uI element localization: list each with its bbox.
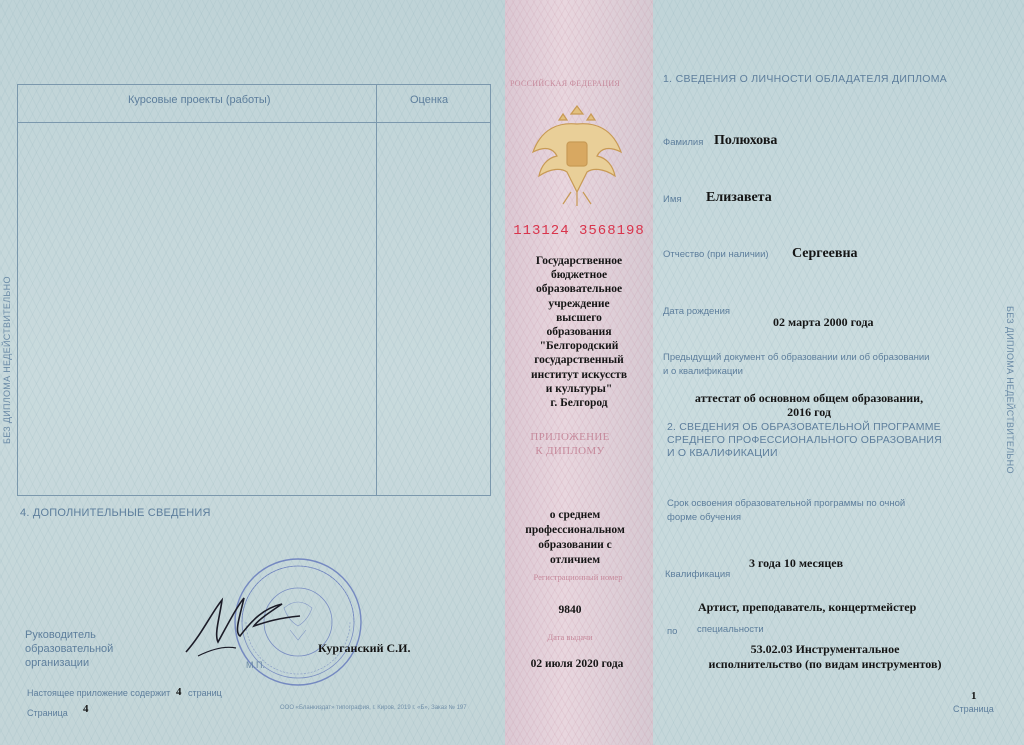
signature <box>178 586 308 666</box>
annex-title: ПРИЛОЖЕНИЕ К ДИПЛОМУ <box>530 431 610 457</box>
side-note-right: БЕЗ ДИПЛОМА НЕДЕЙСТВИТЕЛЬНО <box>1005 306 1015 474</box>
birth-date-label: Дата рождения <box>663 306 731 317</box>
program-info-title: 2. СВЕДЕНИЯ ОБ ОБРАЗОВАТЕЛЬНОЙ ПРОГРАММЕ СРЕДНЕГО ПРОФЕССИОНАЛЬНОГО ОБРАЗОВАНИЯ И О КВАЛИФИКАЦИИ <box>667 421 942 459</box>
personal-info-title: 1. СВЕДЕНИЯ О ЛИЧНОСТИ ОБЛАДАТЕЛЯ ДИПЛОМА <box>663 73 948 85</box>
patronymic-label: Отчество (при наличии) <box>663 249 769 260</box>
pages-count-prefix: Настоящее приложение содержит <box>27 688 171 698</box>
patronymic: Сергеевна <box>792 246 858 261</box>
printer-note: ООО «Бланкиздат» типография, г. Киров, 2019 г. «Б», Заказ № 197 <box>280 705 467 711</box>
annex-back-page <box>0 0 505 745</box>
page-label: Страница <box>27 708 68 718</box>
name-label: Имя <box>663 194 682 205</box>
specialty: 53.02.03 Инструментальное исполнительство (по видам инструментов) <box>708 642 942 671</box>
column-divider <box>376 85 377 495</box>
page-label-right: Страница <box>953 704 994 714</box>
qualification: Артист, преподаватель, концертмейстер <box>698 600 917 614</box>
course-projects-table <box>17 84 491 496</box>
course-projects-header: Курсовые проекты (работы) <box>128 94 271 106</box>
given-name: Елизавета <box>706 190 772 205</box>
study-term-label: Срок освоения образовательной программы по очной форме обучения <box>667 498 906 523</box>
surname-label: Фамилия <box>663 137 704 148</box>
annex-front-page <box>653 0 1024 745</box>
institution-name: Государственное бюджетное образовательное учреждение высшего образования "Белгородский государственный институт искусств и культуры" г. Белгород <box>530 255 628 410</box>
pages-count: 4 <box>176 686 182 698</box>
birth-date: 02 марта 2000 года <box>773 315 874 329</box>
registration-label: Регистрационный номер <box>533 572 623 582</box>
additional-info-title: 4. ДОПОЛНИТЕЛЬНЫЕ СВЕДЕНИЯ <box>20 507 211 519</box>
surname: Полюхова <box>714 133 778 148</box>
course-table-header <box>18 85 490 123</box>
head-name: Курганский С.И. <box>318 641 411 655</box>
coat-of-arms-icon <box>527 96 627 208</box>
pages-count-suffix: страниц <box>188 688 222 698</box>
specialty-label: специальности <box>697 624 764 635</box>
issue-date: 02 июля 2020 года <box>530 658 624 670</box>
head-of-organization-label: Руководитель образовательной организации <box>25 629 114 669</box>
previous-document-label: Предыдущий документ об образовании или об образовании и о квалификации <box>663 352 930 377</box>
qualification-label: Квалификация <box>665 569 731 580</box>
registration-number: 9840 <box>558 604 582 616</box>
specialty-prefix: по <box>667 626 678 637</box>
grade-header: Оценка <box>410 94 449 106</box>
issue-date-label: Дата выдачи <box>547 632 593 642</box>
page-number: 4 <box>83 703 89 715</box>
diploma-type: о среднем профессиональном образовании с отличием <box>525 509 625 566</box>
stamp-place-label: М.П. <box>246 660 265 670</box>
side-note-left: БЕЗ ДИПЛОМА НЕДЕЙСТВИТЕЛЬНО <box>2 276 12 444</box>
previous-document: аттестат об основном общем образовании, 2016 год <box>694 391 924 419</box>
serial-number: 113124 3568198 <box>513 223 645 239</box>
study-term: 3 года 10 месяцев <box>749 556 844 570</box>
annex-cover-strip <box>505 0 653 745</box>
country-label: РОССИЙСКАЯ ФЕДЕРАЦИЯ <box>509 79 621 88</box>
page-number-right: 1 <box>971 690 977 702</box>
